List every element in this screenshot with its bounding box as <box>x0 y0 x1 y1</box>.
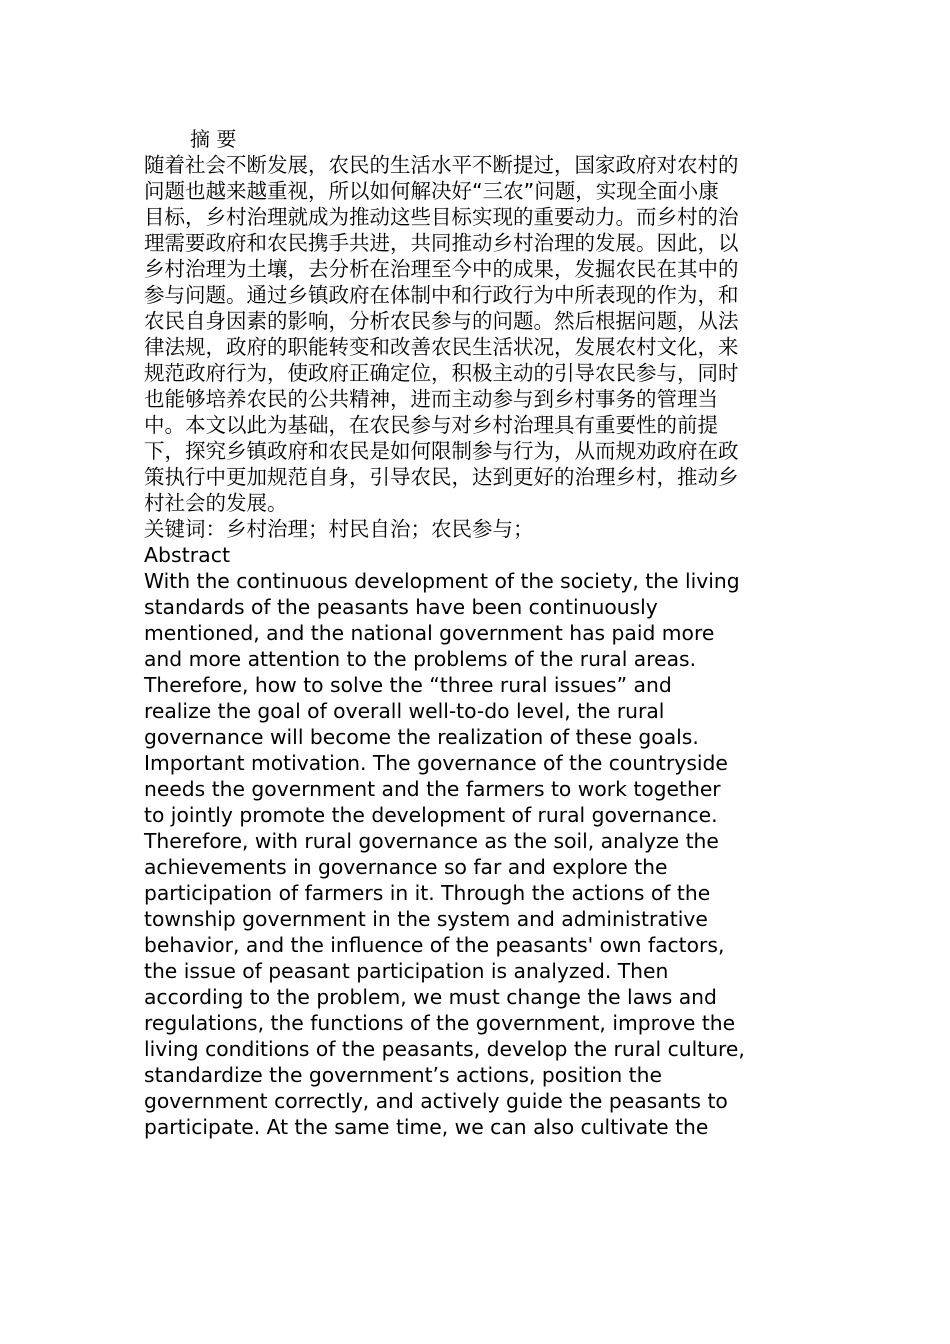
abstract-en-line: to jointly promote the development of rural governance. <box>144 803 718 827</box>
abstract-en-line: Therefore, how to solve the “three rural issues” and <box>144 673 672 697</box>
abstract-zh-line: 乡村治理为土壤，去分析在治理至今中的成果，发掘农民在其中的 <box>144 257 739 281</box>
abstract-zh-line: 律法规，政府的职能转变和改善农民生活状况，发展农村文化，来 <box>144 335 739 359</box>
abstract-heading-en: Abstract <box>144 543 231 567</box>
abstract-en-line: and more attention to the problems of the rural areas. <box>144 647 697 671</box>
abstract-zh-line: 中。本文以此为基础，在农民参与对乡村治理具有重要性的前提 <box>144 413 718 437</box>
abstract-body-en <box>144 568 814 1140</box>
abstract-en-line: achievements in governance so far and explore the <box>144 855 668 879</box>
abstract-zh-line: 下，探究乡镇政府和农民是如何限制参与行为，从而规劝政府在政 <box>144 439 739 463</box>
abstract-zh-line: 策执行中更加规范自身，引导农民，达到更好的治理乡村，推动乡 <box>144 465 739 489</box>
abstract-en-line: standards of the peasants have been continuously <box>144 595 658 619</box>
abstract-heading-zh: 摘 要 <box>190 127 237 151</box>
abstract-en-line: the issue of peasant participation is analyzed. Then <box>144 959 669 983</box>
abstract-en-line: behavior, and the influence of the peasants' own factors, <box>144 933 725 957</box>
abstract-en-line: Therefore, with rural governance as the soil, analyze the <box>144 829 719 853</box>
abstract-zh-line: 规范政府行为，使政府正确定位，积极主动的引导农民参与，同时 <box>144 361 739 385</box>
abstract-en-line: Important motivation. The governance of the countryside <box>144 751 728 775</box>
abstract-zh-line: 参与问题。通过乡镇政府在体制中和行政行为中所表现的作为，和 <box>144 283 739 307</box>
keywords-zh: 关键词：乡村治理；村民自治；农民参与； <box>144 517 534 541</box>
abstract-en-line: regulations, the functions of the government, improve the <box>144 1011 736 1035</box>
abstract-en-line: With the continuous development of the society, the living <box>144 569 740 593</box>
abstract-zh-line: 问题也越来越重视，所以如何解决好“三农”问题，实现全面小康 <box>144 179 719 203</box>
abstract-zh-line: 目标，乡村治理就成为推动这些目标实现的重要动力。而乡村的治 <box>144 205 739 229</box>
abstract-zh-line: 随着社会不断发展，农民的生活水平不断提过，国家政府对农村的 <box>144 153 739 177</box>
abstract-zh-line: 农民自身因素的影响，分析农民参与的问题。然后根据问题，从法 <box>144 309 739 333</box>
abstract-body-zh <box>144 152 814 516</box>
abstract-en-line: governance will become the realization of these goals. <box>144 725 699 749</box>
abstract-en-line: according to the problem, we must change the laws and <box>144 985 717 1009</box>
abstract-en-line: township government in the system and administrative <box>144 907 708 931</box>
abstract-en-line: standardize the government’s actions, position the <box>144 1063 662 1087</box>
abstract-content <box>144 126 814 1140</box>
abstract-zh-line: 村社会的发展。 <box>144 491 288 515</box>
abstract-zh-line: 理需要政府和农民携手共进，共同推动乡村治理的发展。因此，以 <box>144 231 739 255</box>
abstract-en-line: needs the government and the farmers to work together <box>144 777 721 801</box>
abstract-en-line: participate. At the same time, we can also cultivate the <box>144 1115 709 1139</box>
abstract-en-line: mentioned, and the national government has paid more <box>144 621 715 645</box>
abstract-en-line: living conditions of the peasants, develop the rural culture, <box>144 1037 745 1061</box>
abstract-en-line: participation of farmers in it. Through the actions of the <box>144 881 711 905</box>
abstract-en-line: government correctly, and actively guide the peasants to <box>144 1089 728 1113</box>
abstract-en-line: realize the goal of overall well-to-do level, the rural <box>144 699 665 723</box>
abstract-zh-line: 也能够培养农民的公共精神，进而主动参与到乡村事务的管理当 <box>144 387 718 411</box>
